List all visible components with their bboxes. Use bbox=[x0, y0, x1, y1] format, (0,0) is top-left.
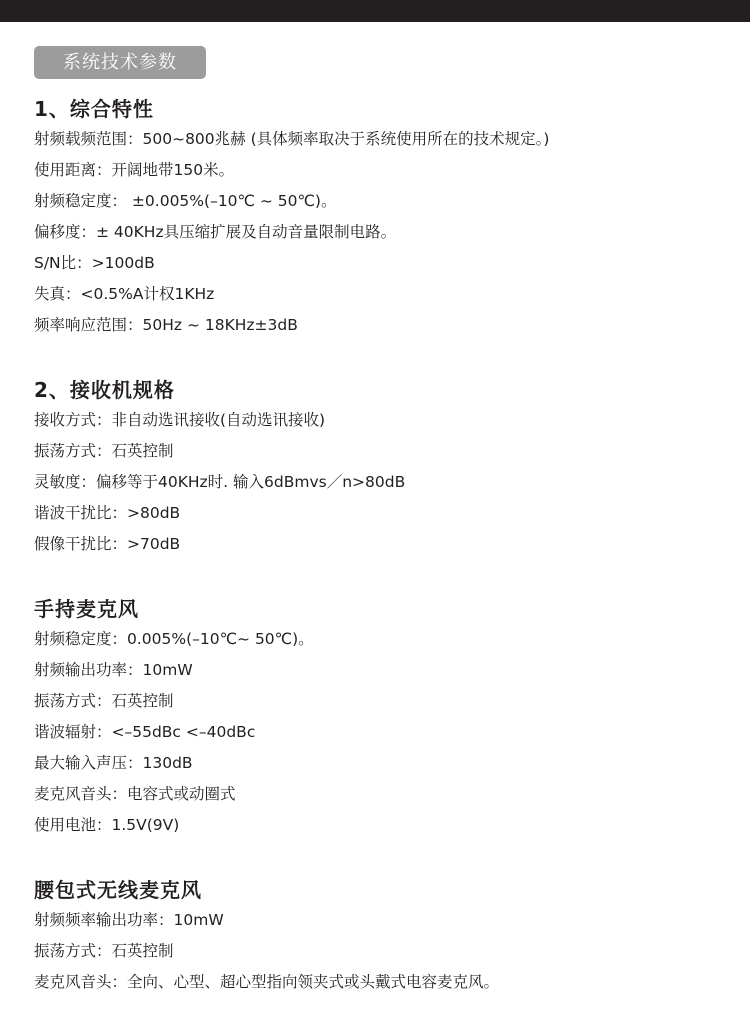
section-receiver bbox=[34, 375, 734, 560]
section-title: 手持麦克风 bbox=[34, 597, 139, 621]
spec-line: 失真：<0.5%A计权1KHz bbox=[34, 285, 215, 303]
spec-line: 振荡方式：石英控制 bbox=[34, 692, 174, 710]
spec-line: 假像干扰比：>70dB bbox=[34, 535, 181, 553]
spec-line: 最大输入声压：130dB bbox=[34, 754, 193, 772]
spec-line: 接收方式：非自动选讯接收(自动选讯接收) bbox=[34, 411, 326, 429]
spec-line: 麦克风音头：电容式或动圈式 bbox=[34, 785, 236, 803]
spec-line: 射频输出功率：10mW bbox=[34, 661, 193, 679]
spec-line: 灵敏度：偏移等于40KHz时. 输入6dBmvs／n>80dB bbox=[34, 473, 406, 491]
spec-line: 射频频率输出功率：10mW bbox=[34, 911, 224, 929]
section-handheld-mic bbox=[34, 594, 734, 841]
spec-line: 使用电池：1.5V(9V) bbox=[34, 816, 180, 834]
spec-line: 射频稳定度：0.005%(–10℃~ 50℃)。 bbox=[34, 630, 314, 648]
spec-line: 偏移度：± 40KHz具压缩扩展及自动音量限制电路。 bbox=[34, 223, 397, 241]
section-title: 腰包式无线麦克风 bbox=[34, 878, 202, 902]
spec-line: S/N比：>100dB bbox=[34, 254, 155, 272]
section-general bbox=[34, 94, 734, 341]
spec-line: 谐波干扰比：>80dB bbox=[34, 504, 181, 522]
spec-line: 射频载频范围：500~800兆赫 (具体频率取决于系统使用所在的技术规定。) bbox=[34, 130, 550, 148]
top-bar bbox=[0, 0, 750, 22]
spec-line: 麦克风音头：全向、心型、超心型指向领夹式或头戴式电容麦克风。 bbox=[34, 973, 500, 991]
spec-line: 振荡方式：石英控制 bbox=[34, 442, 174, 460]
spec-line: 振荡方式：石英控制 bbox=[34, 942, 174, 960]
spec-content bbox=[34, 94, 734, 998]
spec-line: 射频稳定度： ±0.005%(–10℃ ~ 50℃)。 bbox=[34, 192, 337, 210]
spec-line: 使用距离：开阔地带150米。 bbox=[34, 161, 235, 179]
spec-line: 谐波辐射：<–55dBc <–40dBc bbox=[34, 723, 256, 741]
section-title: 1、综合特性 bbox=[34, 97, 154, 121]
header-badge bbox=[34, 46, 206, 79]
section-title: 2、接收机规格 bbox=[34, 378, 175, 402]
spec-line: 频率响应范围：50Hz ~ 18KHz±3dB bbox=[34, 316, 298, 334]
section-bodypack-mic bbox=[34, 875, 734, 998]
header-badge-label: 系统技术参数 bbox=[63, 52, 177, 73]
